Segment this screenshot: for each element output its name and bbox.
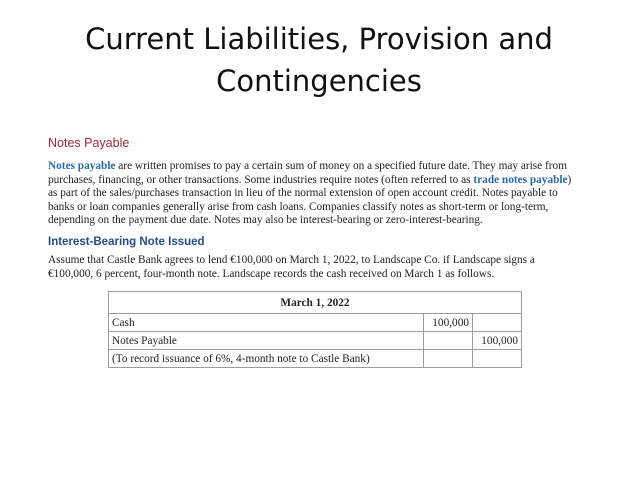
slide-title-line-2: Contingencies <box>216 64 422 98</box>
notes-payable-text-2: ) as part of the sales/purchases transaction in lieu of the normal extension of open account credit. Notes payable to banks or loan companies generally arise from cash loans. Companies classify notes as short-term or long-term, depending on the payment due date. Notes may also be interest-bearing or zero-interest-bearing. <box>48 173 572 227</box>
journal-account: Notes Payable <box>109 332 424 350</box>
journal-credit: 100,000 <box>473 332 522 350</box>
table-row <box>109 332 522 350</box>
table-row <box>109 314 522 332</box>
slide-title-line-1: Current Liabilities, Provision and <box>85 22 553 56</box>
interest-bearing-paragraph: Assume that Castle Bank agrees to lend €100,000 on March 1, 2022, to Landscape Co. if Landscape signs a €100,000, 6 percent, four-month note. Landscape records the cash received on March 1 as follows. <box>48 253 535 280</box>
interest-bearing-heading: Interest-Bearing Note Issued <box>48 235 205 248</box>
journal-credit <box>473 350 522 368</box>
journal-account: Cash <box>109 314 424 332</box>
journal-header-row <box>109 292 522 314</box>
journal-debit <box>424 350 473 368</box>
trade-notes-payable-term: trade notes payable <box>473 173 568 186</box>
table-row <box>109 350 522 368</box>
journal-entry-table <box>108 291 522 368</box>
journal-credit <box>473 314 522 332</box>
notes-payable-paragraph <box>48 160 576 228</box>
journal-debit: 100,000 <box>424 314 473 332</box>
journal-date: March 1, 2022 <box>109 292 522 314</box>
slide-content <box>48 136 576 368</box>
notes-payable-text-1: are written promises to pay a certain sum of money on a specified future date. They may arise from purchases, financing, or other transactions. Some industries require notes (often referred to as <box>48 160 567 186</box>
notes-payable-term: Notes payable <box>48 160 116 172</box>
journal-debit <box>424 332 473 350</box>
notes-payable-heading: Notes Payable <box>48 136 130 150</box>
slide-title <box>0 18 638 102</box>
journal-explanation: (To record issuance of 6%, 4-month note to Castle Bank) <box>109 350 424 368</box>
